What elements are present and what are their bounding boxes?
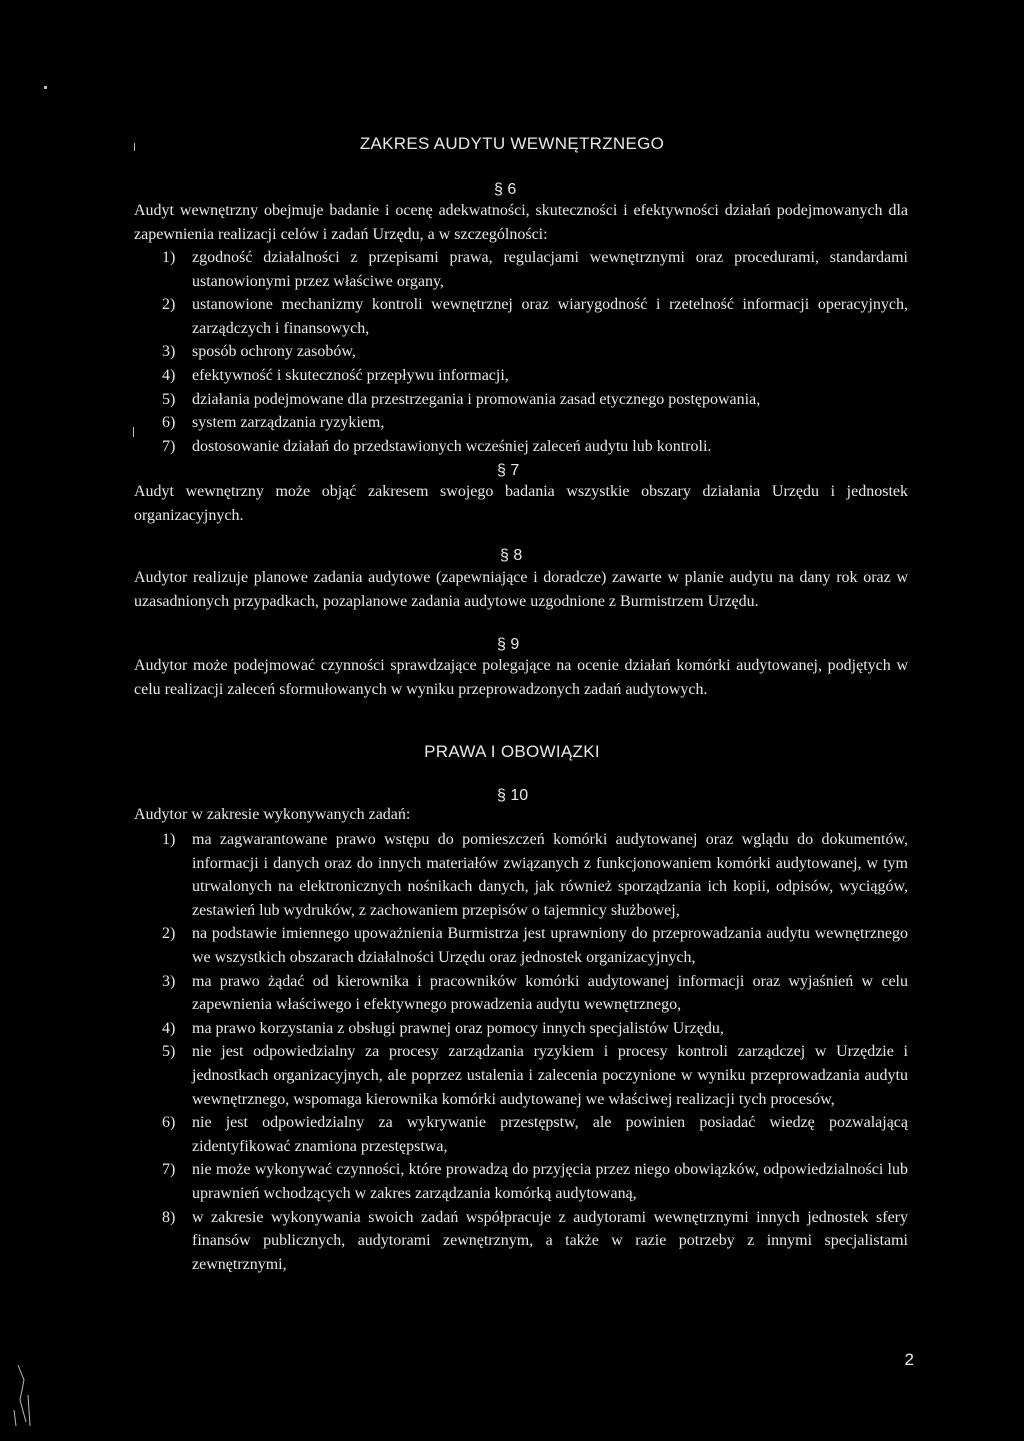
section-8-label: § 8 — [500, 547, 523, 564]
section-6-label: § 6 — [494, 181, 517, 198]
list-item-number: 3) — [162, 972, 176, 990]
list-item-number: 2) — [162, 925, 176, 943]
list-item-text: efektywność i skuteczność przepływu informacji, — [192, 366, 509, 384]
list-item-number: 7) — [162, 437, 176, 455]
list-item — [134, 411, 908, 435]
list-item-number: 7) — [162, 1161, 176, 1179]
scan-artifact-lines — [10, 1360, 40, 1430]
list-item — [134, 970, 908, 1017]
list-item-number: 1) — [162, 249, 176, 266]
list-item-text: system zarządzania ryzykiem, — [192, 414, 385, 432]
list-item-text: ma prawo korzystania z obsługi prawnej oraz pomocy innych specjalistów Urzędu, — [192, 1019, 724, 1037]
list-item-text: dostosowanie działań do przedstawionych wcześniej zaleceń audytu lub kontroli. — [192, 437, 712, 455]
section-6-list — [134, 246, 908, 458]
list-item-number: 4) — [162, 1019, 176, 1037]
list-item-text: w zakresie wykonywania swoich zadań współpracuje z audytorami wewnętrznymi innych jednostek sfery finansów publicznych, audytorami zewnętrznym, a także w razie potrzeby z innymi specjalistami zewnętrznymi, — [192, 1208, 908, 1273]
list-item — [134, 922, 908, 969]
list-item-text: na podstawie imiennego upoważnienia Burmistrza jest uprawniony do przeprowadzania audytu wewnętrznego we wszystkich obszarach działalności Urzędu oraz jednostek organizacyjnych, — [192, 925, 908, 966]
list-item-number: 6) — [162, 414, 176, 432]
section-10-label: § 10 — [497, 787, 529, 804]
list-item — [134, 293, 908, 340]
section-7-text: Audyt wewnętrzny może objąć zakresem swojego badania wszystkie obszary działania Urzędu i jednostek organizacyjnych. — [134, 483, 908, 524]
list-item-number: 5) — [162, 1043, 176, 1061]
section-6-intro: Audyt wewnętrzny obejmuje badanie i ocenę adekwatności, skuteczności i efektywności działań podejmowanych dla zapewnienia realizacji celów i zadań Urzędu, a w szczególności: — [134, 202, 908, 243]
list-item — [134, 828, 908, 922]
list-item-number: 4) — [162, 366, 176, 384]
heading-prawa: PRAWA I OBOWIĄZKI — [424, 742, 600, 761]
list-item — [134, 246, 908, 293]
list-item-text: ustanowione mechanizmy kontroli wewnętrznej oraz wiarygodność i rzetelność informacji operacyjnych, zarządczych i finansowych, — [192, 296, 908, 337]
list-item-text: działania podejmowane dla przestrzegania i promowania zasad etycznego postępowania, — [192, 390, 761, 408]
list-item-number: 6) — [162, 1114, 176, 1132]
scan-mark — [44, 86, 47, 89]
list-item — [134, 1111, 908, 1158]
section-8-text: Audytor realizuje planowe zadania audytowe (zapewniające i doradcze) zawarte w planie audytu na dany rok oraz w uzasadnionych przypadkach, pozaplanowe zadania audytowe uzgodnione z Burmistrzem Urzędu. — [134, 569, 908, 610]
heading-zakres: ZAKRES AUDYTU WEWNĘTRZNEGO — [359, 134, 665, 153]
page-number: 2 — [904, 1350, 914, 1369]
section-9-label: § 9 — [497, 636, 520, 653]
list-item-text: zgodność działalności z przepisami prawa, regulacjami wewnętrznymi oraz procedurami, standardami ustanowionymi przez właściwe organy, — [192, 249, 908, 290]
section-7-label: § 7 — [497, 462, 520, 479]
list-item-text: nie jest odpowiedzialny za procesy zarządzania ryzykiem i procesy kontroli zarządczej w Urzędzie i jednostkach organizacyjnych, ale poprzez ustalenia i zalecenia poczynione w wyniku przeprowadzania audytu wewnętrznego, wspomaga kierownika komórki audytowanej we właściwej realizacji tych procesów, — [192, 1043, 908, 1108]
list-item-number: 5) — [162, 390, 176, 408]
list-item-number: 2) — [162, 296, 176, 314]
list-item — [134, 1040, 908, 1111]
list-item — [134, 435, 908, 459]
list-item — [134, 340, 908, 364]
list-item-number: 3) — [162, 343, 176, 361]
section-9-text: Audytor może podejmować czynności sprawdzające polegające na ocenie działań komórki audytowanej, podjętych w celu realizacji zaleceń sformułowanych w wyniku przeprowadzonych zadań audytowych. — [134, 657, 908, 698]
list-item-text: nie może wykonywać czynności, które prowadzą do przyjęcia przez niego obowiązków, odpowiedzialności lub uprawnień wchodzących w zakres zarządzania komórką audytowaną, — [192, 1161, 908, 1202]
list-item-text: sposób ochrony zasobów, — [192, 343, 356, 361]
list-item — [134, 1206, 908, 1277]
list-item — [134, 1017, 908, 1041]
section-10-intro: Audytor w zakresie wykonywanych zadań: — [134, 806, 411, 823]
list-item-text: nie jest odpowiedzialny za wykrywanie przestępstw, ale powinien posiadać wiedzę pozwalającą zidentyfikować znamiona przestępstwa, — [192, 1114, 908, 1155]
list-item-text: ma prawo żądać od kierownika i pracowników komórki audytowanej informacji oraz wyjaśnień w celu zapewnienia właściwego i efektywnego prowadzenia audytu wewnętrznego, — [192, 972, 908, 1014]
list-item-text: ma zagwarantowane prawo wstępu do pomieszczeń komórki audytowanej oraz wglądu do dokumentów, informacji i danych oraz do innych materiałów związanych z funkcjonowaniem komórki audytowanej, w tym utrwalonych na elektronicznych nośnikach danych, jak również sporządzania ich kopii, odpisów, wyciągów, zestawień lub wydruków, z zachowaniem przepisów o tajemnicy służbowej, — [192, 831, 908, 919]
list-item — [134, 364, 908, 388]
list-item-number: 8) — [162, 1208, 176, 1226]
list-item — [134, 1158, 908, 1205]
list-item-number: 1) — [162, 831, 176, 848]
list-item — [134, 388, 908, 412]
section-10-list — [134, 828, 908, 1276]
